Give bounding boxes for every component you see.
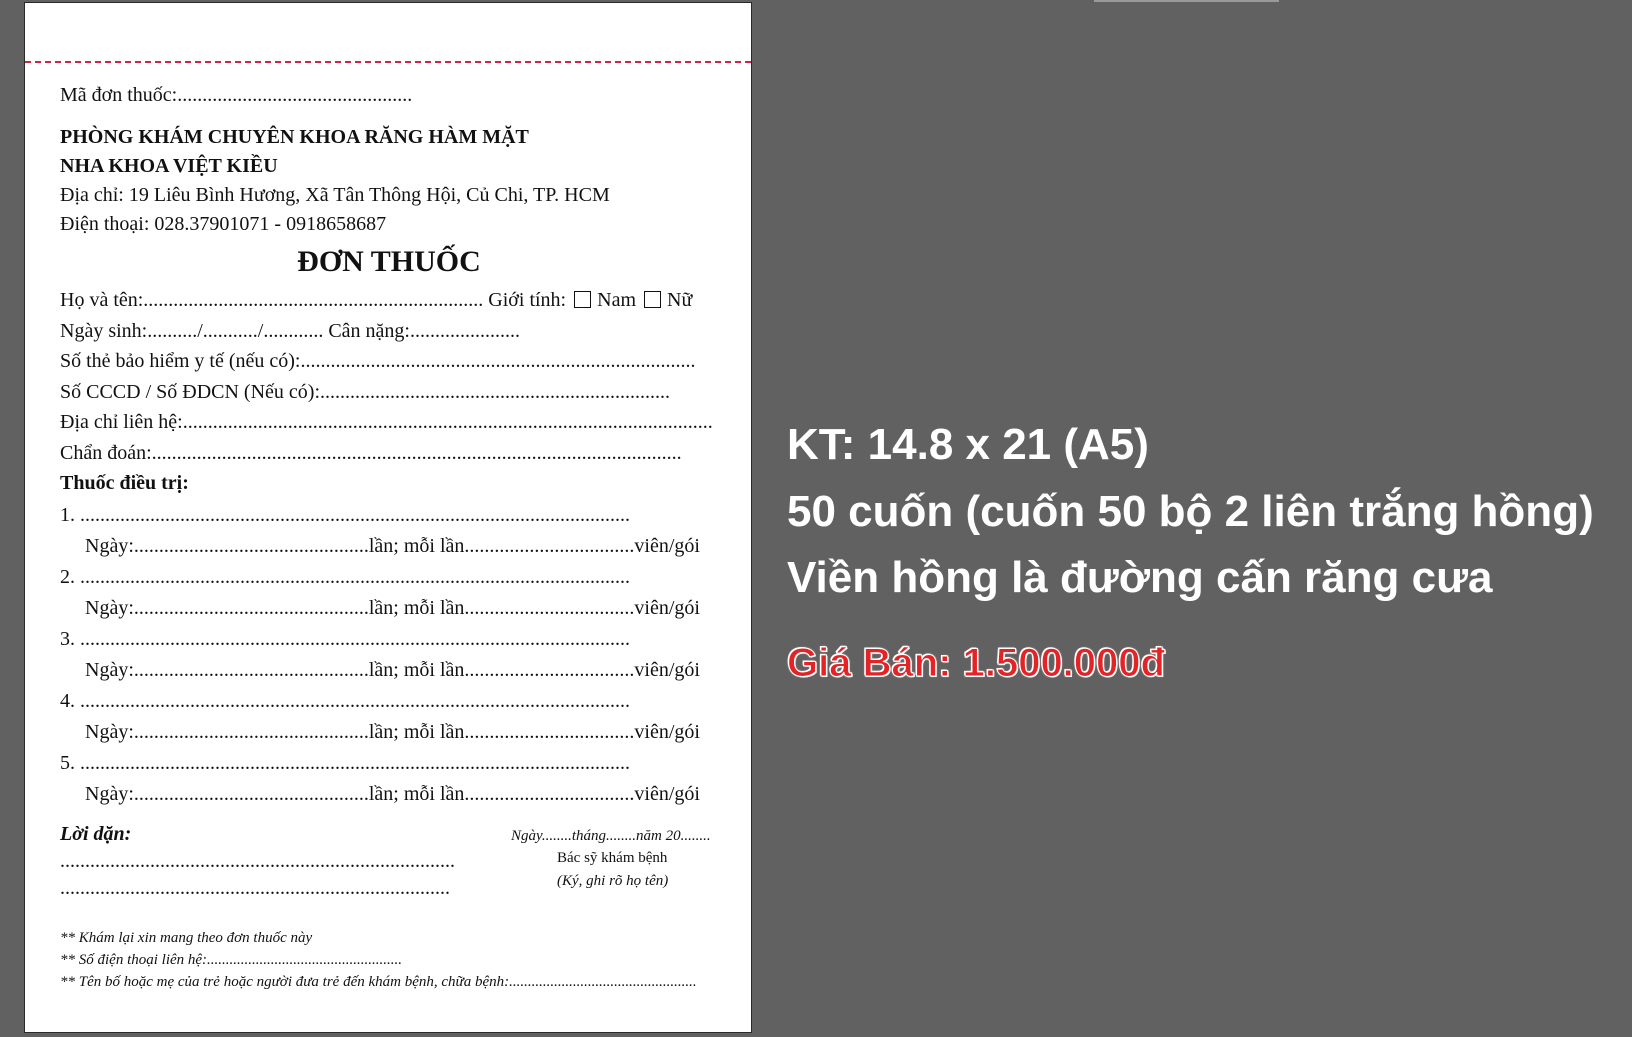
border-note: Viền hồng là đường cấn răng cưa: [787, 553, 1493, 602]
medicine-line: 3. ..............................................................................................................: [60, 628, 630, 650]
clinic-name-line1: PHÒNG KHÁM CHUYÊN KHOA RĂNG HÀM MẶT: [60, 126, 529, 148]
footer-note: ** Số điện thoại liên hệ:....................................................: [60, 952, 403, 968]
advice-line: ..............................................................................: [60, 877, 450, 899]
footer-note: ** Khám lại xin mang theo đơn thuốc này: [60, 930, 313, 946]
quantity-info: 50 cuốn (cuốn 50 bộ 2 liên trắng hồng): [787, 487, 1594, 536]
form-title: ĐƠN THUỐC: [297, 245, 481, 278]
insurance-field: Số thẻ bảo hiểm y tế (nếu có):...............................................................................: [60, 350, 696, 372]
advice-heading: Lời dặn:: [60, 823, 132, 845]
clinic-phone: Điện thoại: 028.37901071 - 0918658687: [60, 213, 387, 235]
medicine-dose: Ngày:...............................................lần; mỗi lần..................................viên/gói: [85, 721, 700, 743]
top-scroll-indicator: [1094, 0, 1279, 2]
perforation-line: [25, 61, 751, 63]
dob-weight-field: Ngày sinh:........../.........../............ Cân nặng:......................: [60, 320, 520, 342]
footer-note: ** Tên bố hoặc mẹ của trẻ hoặc người đưa trẻ đến khám bệnh, chữa bệnh:..................................................: [60, 974, 697, 990]
male-label: Nam: [597, 289, 637, 311]
medicine-line: 5. ..............................................................................................................: [60, 752, 630, 774]
advice-line: ...............................................................................: [60, 850, 455, 872]
doctor-label: Bác sỹ khám bệnh: [557, 850, 668, 866]
medicine-dose: Ngày:...............................................lần; mỗi lần..................................viên/gói: [85, 597, 700, 619]
medicine-dose: Ngày:...............................................lần; mỗi lần..................................viên/gói: [85, 535, 700, 557]
medicine-line: 1. ..............................................................................................................: [60, 504, 630, 526]
treatment-heading: Thuốc điều trị:: [60, 472, 189, 494]
prescription-code: Mã đơn thuốc:...............................................: [60, 84, 413, 106]
size-info: KT: 14.8 x 21 (A5): [787, 420, 1149, 469]
male-checkbox[interactable]: [574, 291, 591, 308]
price-label: Giá Bán: 1.500.000đ: [787, 641, 1165, 685]
id-card-field: Số CCCD / Số ĐDCN (Nếu có):......................................................................: [60, 381, 671, 403]
clinic-name-line2: NHA KHOA VIỆT KIỀU: [60, 155, 278, 177]
patient-name-row: [60, 290, 692, 310]
diagnosis-field: Chẩn đoán:..........................................................................................................: [60, 442, 682, 464]
medicine-dose: Ngày:...............................................lần; mỗi lần..................................viên/gói: [85, 783, 700, 805]
prescription-form-sheet: [24, 2, 752, 1033]
doctor-sign-note: (Ký, ghi rõ họ tên): [557, 873, 669, 889]
female-checkbox[interactable]: [644, 291, 661, 308]
medicine-line: 2. ..............................................................................................................: [60, 566, 630, 588]
patient-name-field: Họ và tên:.................................................................... Giới tính:: [60, 289, 567, 311]
clinic-address: Địa chỉ: 19 Liêu Bình Hương, Xã Tân Thông Hội, Củ Chi, TP. HCM: [60, 184, 610, 206]
female-label: Nữ: [667, 289, 693, 311]
medicine-dose: Ngày:...............................................lần; mỗi lần..................................viên/gói: [85, 659, 700, 681]
contact-address-field: Địa chỉ liên hệ:..........................................................................................................: [60, 411, 713, 433]
medicine-line: 4. ..............................................................................................................: [60, 690, 630, 712]
date-line: Ngày........tháng........năm 20........: [511, 828, 711, 844]
